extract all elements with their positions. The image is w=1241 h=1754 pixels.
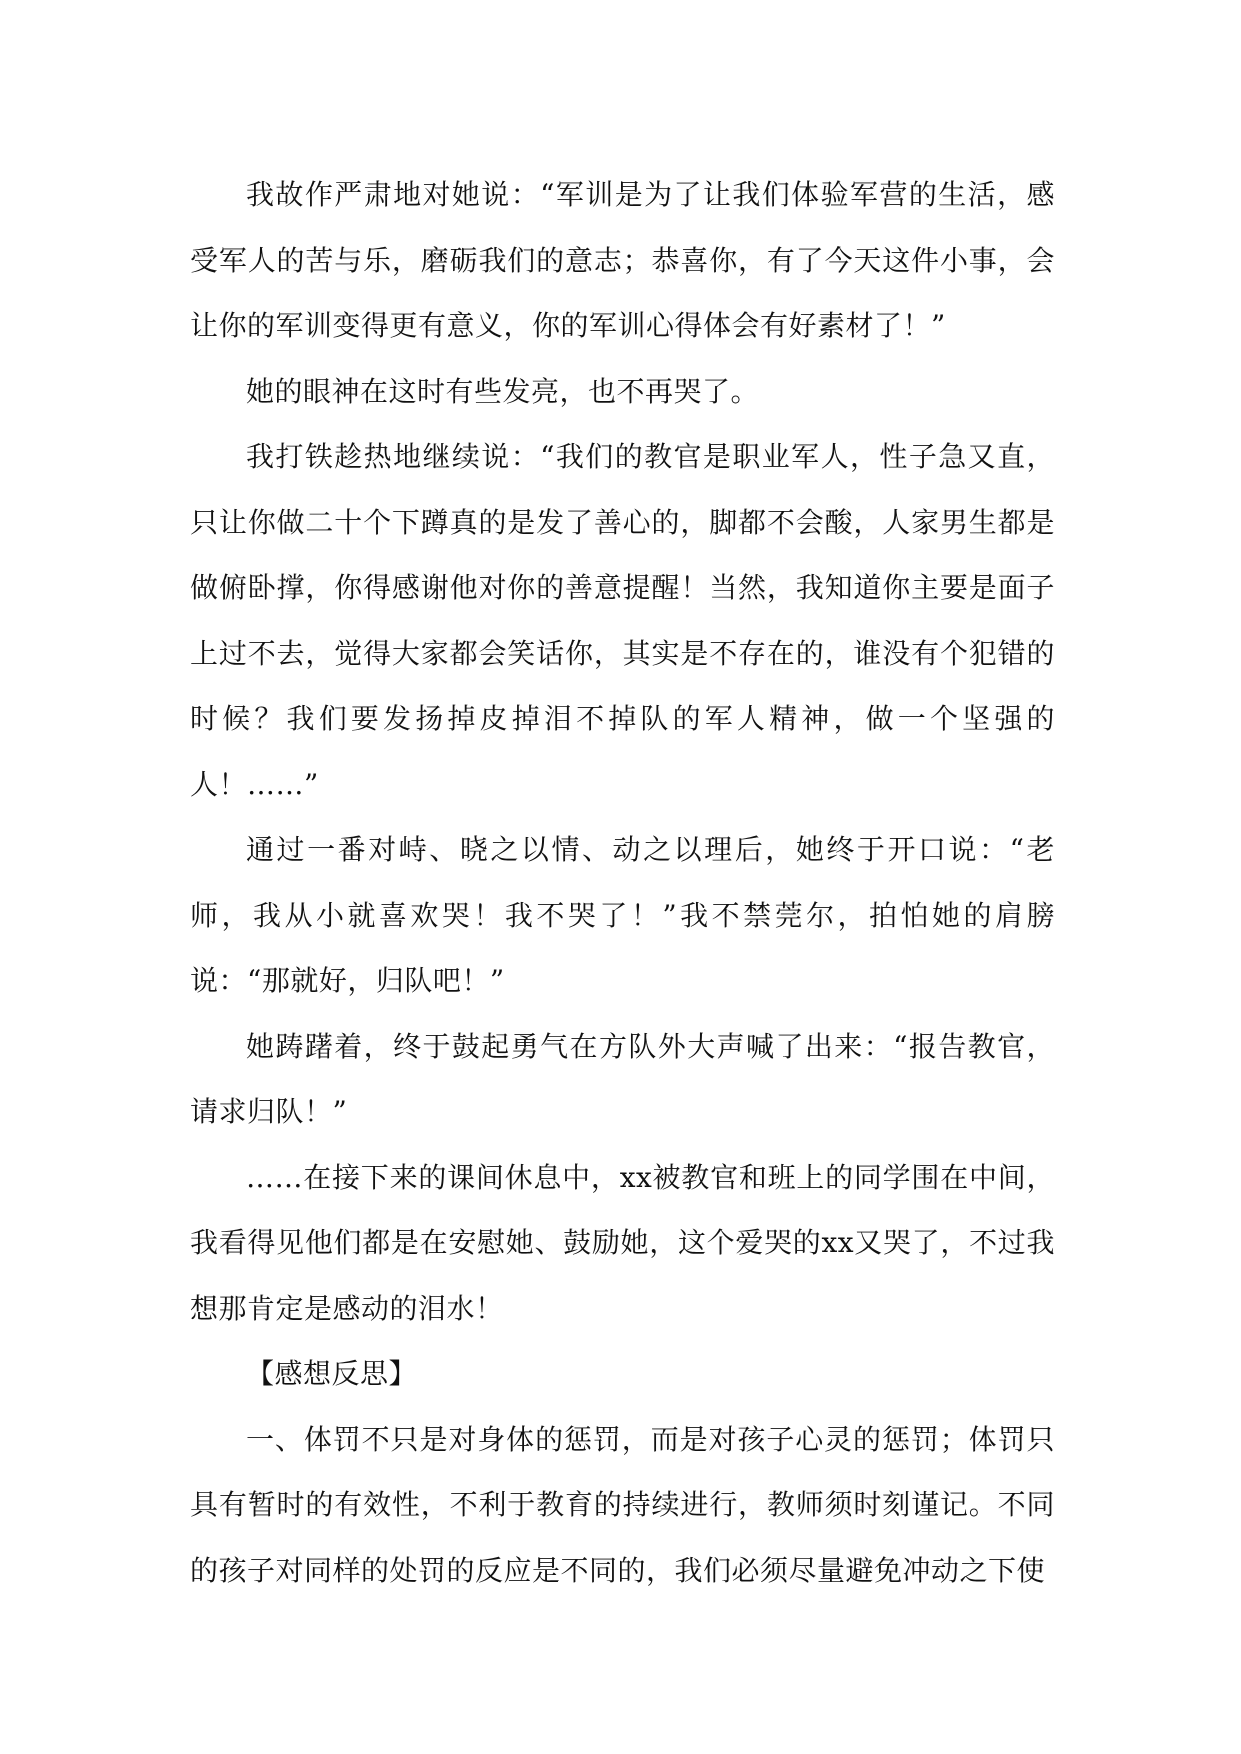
paragraph: 我故作严肃地对她说：“军训是为了让我们体验军营的生活，感受军人的苦与乐，磨砺我们的意志；恭喜你，有了今天这件小事，会让你的军训变得更有意义，你的军训心得体会有好素材了！” — [190, 178, 1055, 342]
paragraph: 我打铁趁热地继续说：“我们的教官是职业军人，性子急又直，只让你做二十个下蹲真的是发了善心的，脚都不会酸，人家男生都是做俯卧撑，你得感谢他对你的善意提醒！当然，我知道你主要是面子上过不去，觉得大家都会笑话你，其实是不存在的，谁没有个犯错的时候？我们要发扬掉皮掉泪不掉队的军人精神，做一个坚强的人！……” — [190, 440, 1055, 801]
section-heading: 【感想反思】 — [246, 1357, 418, 1390]
paragraph: 一、体罚不只是对身体的惩罚，而是对孩子心灵的惩罚；体罚只具有暂时的有效性，不利于教育的持续进行，教师须时刻谨记。不同的孩子对同样的处罚的反应是不同的，我们必须尽量避免冲动之下使 — [190, 1422, 1055, 1587]
document-body — [190, 162, 1055, 1603]
paragraph: 她踌躇着，终于鼓起勇气在方队外大声喊了出来：“报告教官，请求归队！” — [190, 1029, 1055, 1128]
paragraph: 通过一番对峙、晓之以情、动之以理后，她终于开口说：“老师，我从小就喜欢哭！我不哭了！”我不禁莞尔，拍怕她的肩膀说：“那就好，归队吧！” — [190, 833, 1055, 997]
paragraph: 她的眼神在这时有些发亮，也不再哭了。 — [246, 374, 760, 408]
paragraph: ……在接下来的课间休息中，xx被教官和班上的同学围在中间，我看得见他们都是在安慰她、鼓励她，这个爱哭的xx又哭了，不过我想那肯定是感动的泪水！ — [190, 1160, 1055, 1325]
